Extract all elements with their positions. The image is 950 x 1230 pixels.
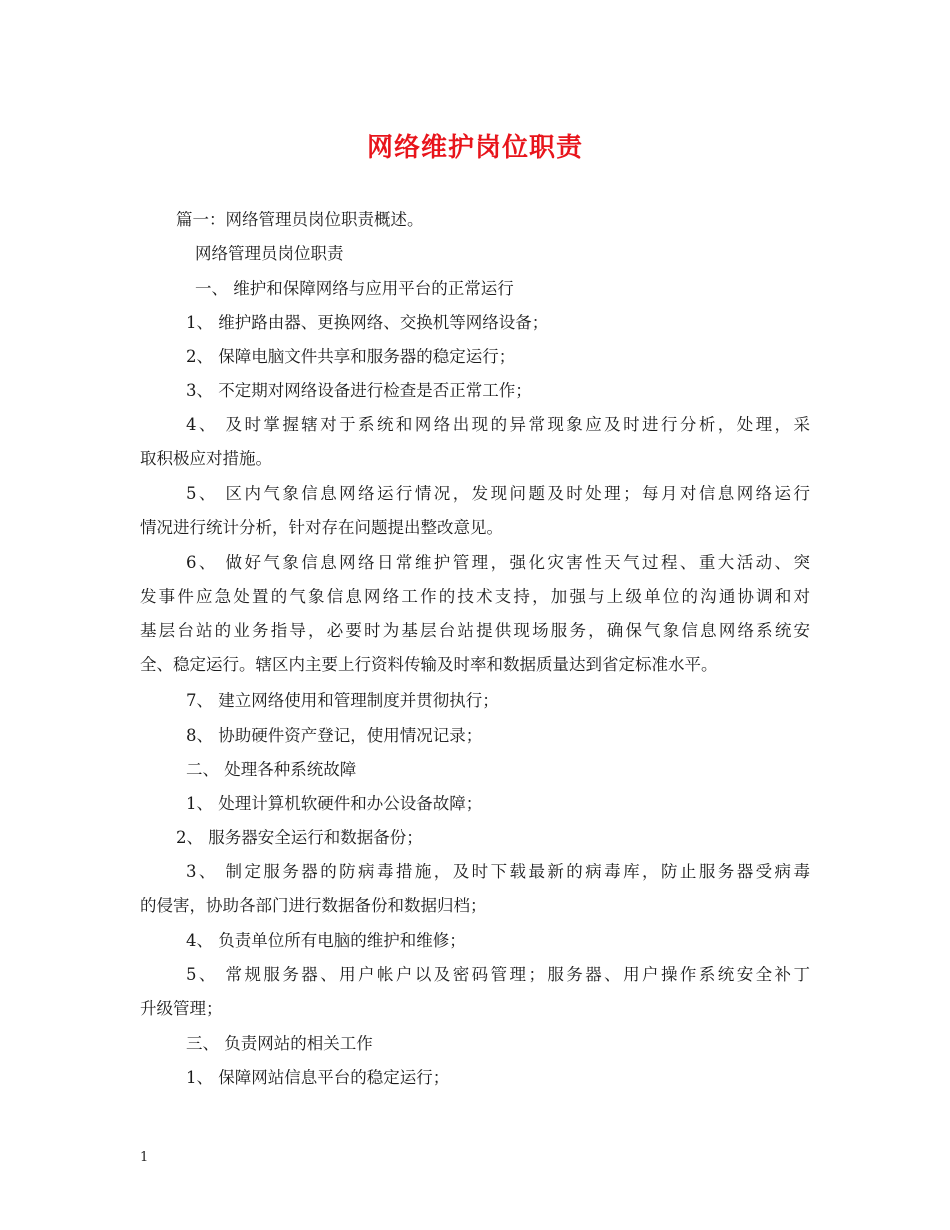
list-item: 2、 保障电脑文件共享和服务器的稳定运行； bbox=[186, 347, 516, 366]
list-item-continuation: 发事件应急处置的气象信息网络工作的技术支持，加强与上级单位的沟通协调和对 bbox=[140, 587, 810, 606]
list-item-continuation: 情况进行统计分析，针对存在问题提出整改意见。 bbox=[140, 518, 503, 537]
list-item: 5、 常规服务器、用户帐户以及密码管理；服务器、用户操作系统安全补丁 bbox=[186, 965, 810, 984]
section-item: 三、 负责网站的相关工作 bbox=[186, 1034, 373, 1053]
list-item: 8、 协助硬件资产登记，使用情况记录； bbox=[186, 726, 483, 745]
list-item: 1、 维护路由器、更换网络、交换机等网络设备； bbox=[186, 313, 549, 332]
list-item-continuation: 全、稳定运行。辖区内主要上行资料传输及时率和数据质量达到省定标准水平。 bbox=[140, 655, 718, 674]
list-item: 6、 做好气象信息网络日常维护管理，强化灾害性天气过程、重大活动、突 bbox=[186, 553, 810, 572]
list-item: 4、 负责单位所有电脑的维护和维修； bbox=[186, 931, 466, 950]
list-item-continuation: 的侵害，协助各部门进行数据备份和数据归档； bbox=[140, 896, 487, 915]
list-item: 5、 区内气象信息网络运行情况，发现问题及时处理；每月对信息网络运行 bbox=[186, 484, 810, 503]
list-item: 1、 处理计算机软硬件和办公设备故障； bbox=[186, 794, 483, 813]
page-number: 1 bbox=[140, 1150, 149, 1165]
list-item: 7、 建立网络使用和管理制度并贯彻执行； bbox=[186, 691, 499, 710]
list-item: 3、 不定期对网络设备进行检查是否正常工作； bbox=[186, 381, 532, 400]
list-item: 1、 保障网站信息平台的稳定运行； bbox=[186, 1068, 450, 1087]
section-item: 二、 处理各种系统故障 bbox=[186, 760, 357, 779]
document-title: 网络维护岗位职责 bbox=[366, 133, 583, 163]
list-item: 4、 及时掌握辖对于系统和网络出现的异常现象应及时进行分析，处理，采 bbox=[186, 415, 810, 434]
list-item: 3、 制定服务器的防病毒措施，及时下载最新的病毒库，防止服务器受病毒 bbox=[186, 862, 810, 881]
subheading: 网络管理员岗位职责 bbox=[195, 244, 344, 263]
section-item: 一、 维护和保障网络与应用平台的正常运行 bbox=[195, 279, 514, 298]
section-heading: 篇一：网络管理员岗位职责概述。 bbox=[176, 210, 424, 229]
list-item-continuation: 取积极应对措施。 bbox=[140, 449, 272, 468]
list-item-continuation: 基层台站的业务指导，必要时为基层台站提供现场服务，确保气象信息网络系统安 bbox=[140, 621, 810, 640]
list-item: 2、 服务器安全运行和数据备份； bbox=[176, 828, 423, 847]
list-item-continuation: 升级管理； bbox=[140, 999, 223, 1018]
